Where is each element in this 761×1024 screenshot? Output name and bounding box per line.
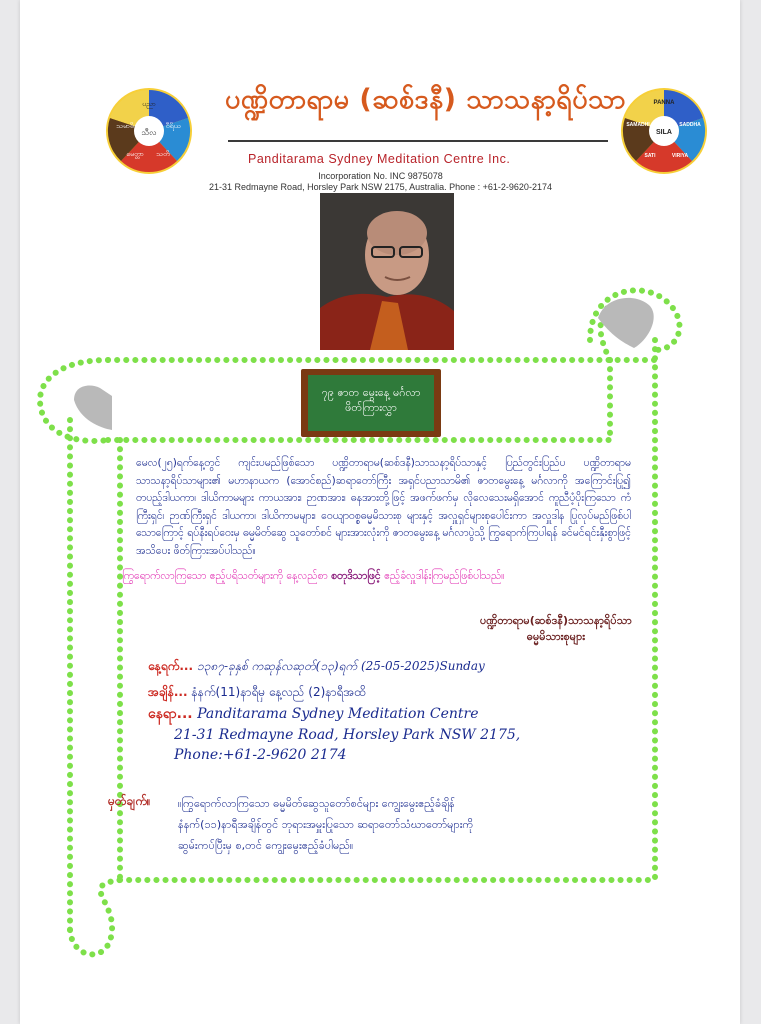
note-line-2: နံနက်(၁၁)နာရီအချိန်တွင် ဘုရားအမှူးပြုသော ဆရာတော်သံဃာတော်များကို xyxy=(178,818,474,831)
venue-address: 21-31 Redmayne Road, Horsley Park NSW 2175, xyxy=(174,727,521,743)
time-label: အချိန်... xyxy=(148,685,188,699)
invitation-paragraph: မေလ(၂၅)ရက်နေ့တွင် ကျင်းပမည်ဖြစ်သော ပဏ္ဍိတာရာမ(ဆစ်ဒနီ)သာသနာ့ရိပ်သာနှင့် ပြည်တွင်းပြည်ပ ပဏ္ဍိတာရာမ သာသနာ့ရိပ်သာများ၏ မဟာနာယက (အောင်စည်)ဆရာတော်ကြီး အရှင်ပညာသာမိ၏ ဇာတမွေးနေ့ မင်္ဂလာကို အကြောင်းပြု၍ တပည့်ဒါယကာ၊ ဒါယိကာမများ ကာယအား၊ ဉာဏအား၊ ဓနအားတို့ဖြင့် အဖက်ဖက်မှ လိုလေသေးမရှိအောင် ကူညီပံ့ပိုးကြသော ကံကြီးရှင်၊ ဉာဏ်ကြီးရှင် ဒါယကာ၊ ဒါယိကာမများ၊ ဝေယျာဝစ္စဓမ္မမိသားစု များနှင့် အလှူရှင်များစုပေါင်းကာ အလှူဒါန ပြုလုပ်မည်ဖြစ်ပါသောကြောင့် ရပ်နီးရပ်ဝေးမှ ဓမ္မမိတ်ဆွေ သူတော်စင် များအားလုံးကို ဇာတမွေးနေ့ မင်္ဂလာပွဲသို့ ကြွရောက်ကြပါရန် ခင်မင်ရင်းနှီးစွာဖြင့် အသိပေး ဖိတ်ကြားအပ်ပါသည်။ xyxy=(136,457,631,557)
right-logo-left: SAMADHI xyxy=(626,122,650,128)
right-logo-icon xyxy=(618,86,710,176)
note-line-3: ဆွမ်းကပ်ပြီးမှ စ,တင် ကျွေးမွေးဧည့်ခံပါမည်။ xyxy=(178,839,354,852)
lunch-note-post: ဧည့်ခံလှူဒါန်းကြမည်ဖြစ်ပါသည်။ xyxy=(384,570,505,582)
left-logo-left: သမာဓိ xyxy=(116,122,134,130)
board-surface xyxy=(308,375,434,431)
note-body xyxy=(178,793,618,856)
right-scroll-curl xyxy=(598,298,654,348)
note-line-1: ။ကြွရောက်လာကြသော ဓမ္မမိတ်ဆွေသူတော်စင်များ ကျွေးမွေးဧည့်ခံချိန် xyxy=(178,797,455,810)
left-logo-icon xyxy=(103,86,195,176)
lunch-note xyxy=(122,570,642,585)
date-row xyxy=(148,658,485,676)
left-logo-bottom-right: သတိ xyxy=(156,150,170,158)
board-line-2: ဖိတ်ကြားလွှာ xyxy=(345,401,397,414)
invitation-board xyxy=(301,369,441,437)
right-logo-right: SADDHA xyxy=(679,122,701,128)
portrait-illustration xyxy=(320,193,454,350)
venue-phone: Phone:+61-2-9620 2174 xyxy=(174,747,347,763)
left-logo-center: သီလ xyxy=(141,128,157,137)
board-line-1: ၇၉ ဇာတ မွေးနေ့ မင်္ဂလာ xyxy=(321,386,421,399)
date-value: ၁၃၈၇-ခုနှစ် ကဆုန်လဆုတ်(၁၃)ရက် (25-05-2025)Sunday xyxy=(196,659,485,673)
header-address: 21-31 Redmayne Road, Horsley Park NSW 2175, Australia. Phone : +61-2-9620-2174 xyxy=(209,182,552,192)
lunch-note-pre: ကြွရောက်လာကြသော ဧည့်ပရိသတ်များကို နေ့လည်စာ xyxy=(122,570,328,582)
left-logo-top: ပညာ xyxy=(142,100,156,108)
title-english: Panditarama Sydney Meditation Centre Inc. xyxy=(248,152,511,166)
left-scroll-curl xyxy=(74,386,112,430)
organizer-line-1: ပဏ္ဍိတာရာမ(ဆစ်ဒနီ)သာသနာ့ရိပ်သာ xyxy=(480,614,632,627)
title-divider xyxy=(228,140,608,142)
time-value: နံနက်(11)နာရီမှ နေ့လည် (2)နာရီအထိ xyxy=(191,685,366,699)
incorporation-number: Incorporation No. INC 9875078 xyxy=(318,171,443,181)
organizer xyxy=(480,613,632,645)
right-logo-bottom-right: VIRIYA xyxy=(671,153,689,159)
note-heading: မှတ်ချက်။ xyxy=(108,794,151,808)
right-logo-top: PANNA xyxy=(653,100,675,106)
title-myanmar: ပဏ္ဍိတာရာမ (ဆစ်ဒနီ) သာသနာ့ရိပ်သာ xyxy=(225,84,626,115)
monk-portrait xyxy=(320,193,454,350)
lunch-note-bold: စတုဒိသာဖြင့် xyxy=(331,570,381,582)
right-logo-center: SILA xyxy=(656,129,672,136)
venue-name: Panditarama Sydney Meditation Centre xyxy=(197,706,479,722)
date-label: နေ့ရက်... xyxy=(148,659,194,673)
time-row xyxy=(148,684,366,702)
venue-label: နေရာ... xyxy=(148,706,193,722)
left-logo-bottom-left: မေတ္တာ xyxy=(126,150,144,158)
right-logo-bottom-left: SATI xyxy=(644,153,656,159)
organizer-line-2: ဓမ္မမိသားစုများ xyxy=(526,630,585,643)
left-logo-right: ဝီရိယ xyxy=(165,122,181,130)
venue-row xyxy=(148,704,479,725)
